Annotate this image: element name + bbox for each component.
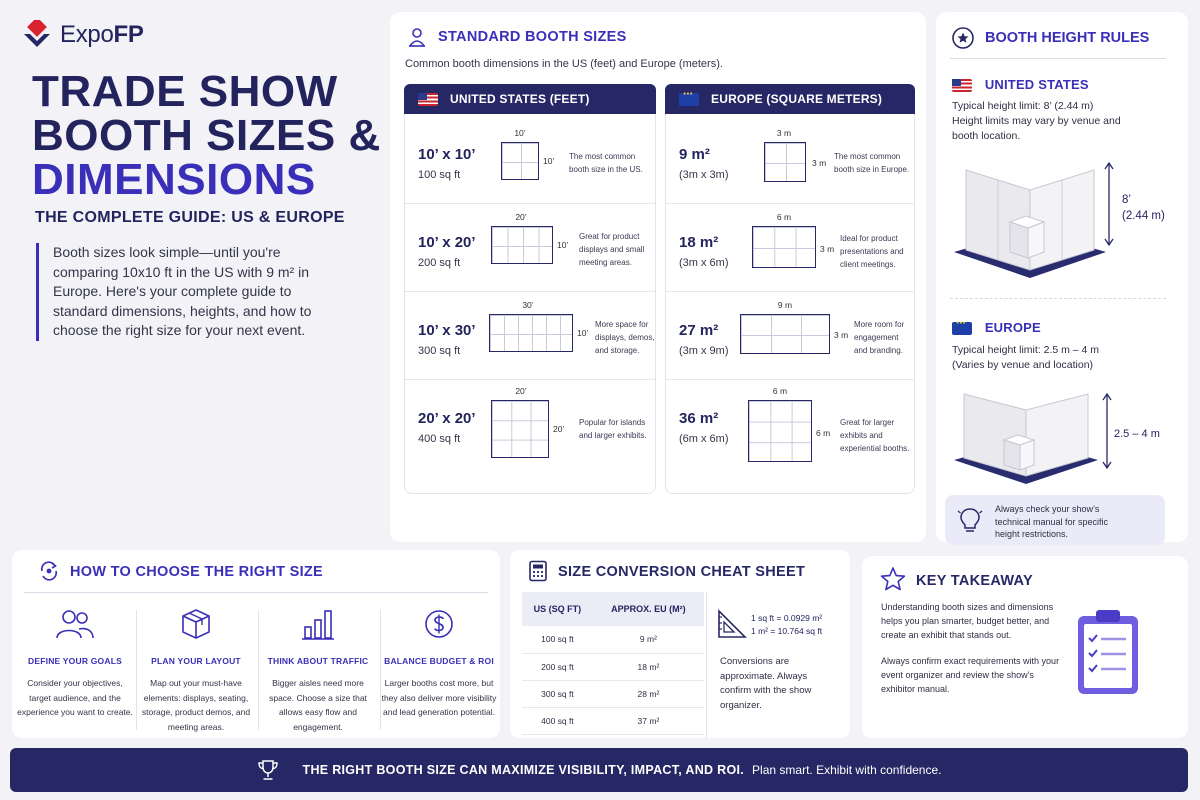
eu-size-row (666, 204, 914, 292)
star-icon (880, 566, 906, 592)
us-booth-illustration (950, 160, 1110, 285)
area-label: (3m x 3m) (679, 169, 729, 181)
us-size-row (405, 204, 655, 292)
step-title: THINK ABOUT TRAFFIC (267, 656, 369, 666)
booth-grid-diagram (501, 142, 539, 180)
size-description: Great for product displays and small meeting areas. (579, 232, 645, 267)
us-value: 300 sq ft (522, 680, 593, 707)
table-row (522, 680, 704, 707)
us-value: 100 sq ft (522, 626, 593, 653)
dollar-icon (422, 607, 456, 641)
step-description: Bigger aisles need more space. Choose a size that allows easy flow and engagement. (269, 678, 367, 732)
size-description: The most common booth size in the US. (569, 152, 643, 174)
calculator-icon (528, 560, 548, 582)
standard-sizes-subtitle: Common booth dimensions in the US (feet) and Europe (meters). (405, 58, 723, 70)
area-label: 200 sq ft (418, 257, 461, 269)
width-dimension: 9 m (777, 300, 793, 310)
step-title: PLAN YOUR LAYOUT (151, 656, 241, 666)
footer-banner (10, 748, 1188, 792)
width-dimension: 6 m (776, 212, 792, 222)
eu-height-limit: Typical height limit: 2.5 m – 4 m (952, 344, 1100, 356)
table-header-row (522, 592, 704, 626)
conversion-title: SIZE CONVERSION CHEAT SHEET (558, 564, 806, 580)
eu-column-header: ⋯ EUROPE (SQUARE METERS) (665, 84, 915, 114)
us-height-limit: Typical height limit: 8’ (2.44 m) (952, 100, 1094, 112)
column-header-us: US (SQ FT) (522, 592, 593, 626)
eu-height-note: (Varies by venue and location) (952, 359, 1094, 371)
formula-m2-to-sqft: 1 m² = 10.764 sq ft (751, 626, 823, 636)
size-label: 10’ x 20’ (418, 234, 476, 251)
conversion-note: Conversions are approximate. Always confirm with the show organizer. (720, 656, 812, 711)
eu-height-label: ⋯ EUROPE (952, 320, 1041, 335)
key-takeaway-card (862, 556, 1188, 738)
depth-dimension: 10’ (577, 328, 589, 338)
eu-value: 37 m² (593, 707, 704, 734)
expofp-logo-icon (22, 20, 52, 50)
us-height-note: Height limits may vary by venue and booth location. (952, 115, 1121, 142)
page-subtitle: THE COMPLETE GUIDE: US & EUROPE (35, 209, 345, 226)
step-description: Map out your must-have elements: displays, seating, storage, product demos, and meeting areas. (141, 678, 251, 732)
booth-grid-diagram (752, 226, 816, 268)
eu-sizes-list (665, 114, 915, 494)
eu-size-row (666, 116, 914, 204)
set-square-icon (716, 608, 748, 640)
area-label: (3m x 9m) (679, 345, 729, 357)
size-description: Great for larger exhibits and experiential booths. (840, 418, 910, 453)
brand-logo (22, 20, 144, 50)
height-arrow-icon (1100, 393, 1114, 469)
us-column-header: UNITED STATES (FEET) (404, 84, 656, 114)
area-label: 400 sq ft (418, 433, 461, 445)
area-label: (6m x 6m) (679, 433, 729, 445)
area-label: (3m x 6m) (679, 257, 729, 269)
takeaway-paragraph-2: Always confirm exact requirements with your event organizer and review the show’s exhibitor manual. (881, 656, 1060, 694)
size-label: 18 m² (679, 234, 719, 251)
depth-dimension: 20’ (553, 424, 565, 434)
people-icon (55, 608, 95, 640)
us-value: 400 sq ft (522, 707, 593, 734)
size-label: 27 m² (679, 322, 719, 339)
eu-flag-icon (679, 93, 699, 106)
us-size-row (405, 292, 655, 380)
step-description: Consider your objectives, target audience, and the experience you want to create. (17, 678, 133, 717)
clipboard-checklist-icon (1072, 606, 1144, 698)
eu-value: 28 m² (593, 680, 704, 707)
takeaway-paragraph-1: Understanding booth sizes and dimensions helps you plan smarter, budget better, and create an exhibit that stands out. (881, 602, 1054, 640)
height-rules-title: BOOTH HEIGHT RULES (985, 30, 1150, 46)
height-tip-box (945, 495, 1165, 545)
height-arrow-icon (1102, 162, 1116, 246)
eu-value: 9 m² (593, 626, 704, 653)
width-dimension: 3 m (776, 128, 792, 138)
key-takeaway-title: KEY TAKEAWAY (916, 573, 1033, 589)
size-description: The most common booth size in Europe. (834, 152, 910, 174)
us-height-label: UNITED STATES (952, 77, 1089, 92)
us-value: 200 sq ft (522, 653, 593, 680)
depth-dimension: 3 m (812, 158, 827, 168)
page-title: TRADE SHOW BOOTH SIZES & DIMENSIONS (32, 67, 381, 204)
bar-chart-icon (301, 607, 335, 641)
us-size-row (405, 116, 655, 204)
eu-size-row (666, 292, 914, 380)
standard-sizes-title: STANDARD BOOTH SIZES (438, 29, 627, 45)
booth-grid-diagram (491, 226, 553, 264)
table-row (522, 707, 704, 734)
us-flag-icon (418, 93, 438, 106)
area-label: 100 sq ft (418, 169, 461, 181)
footer-headline: THE RIGHT BOOTH SIZE CAN MAXIMIZE VISIBILITY, IMPACT, AND ROI. (302, 763, 745, 777)
step-think-traffic (259, 604, 377, 734)
table-row (522, 653, 704, 680)
choose-size-title: HOW TO CHOOSE THE RIGHT SIZE (70, 564, 324, 580)
conversion-table (522, 592, 704, 735)
booth-grid-diagram (764, 142, 806, 182)
divider (706, 592, 707, 738)
area-label: 300 sq ft (418, 345, 461, 357)
depth-dimension: 3 m (834, 330, 849, 340)
footer-tagline: Plan smart. Exhibit with confidence. (752, 763, 942, 777)
eu-flag-icon (952, 322, 972, 335)
choose-size-card (12, 550, 500, 738)
depth-dimension: 10’ (557, 240, 569, 250)
column-header-eu: APPROX. EU (M²) (593, 592, 704, 626)
width-dimension: 20’ (515, 212, 527, 222)
formula-sqft-to-m2: 1 sq ft = 0.0929 m² (751, 613, 823, 623)
booth-grid-diagram (740, 314, 830, 354)
us-sizes-list (404, 114, 656, 494)
size-label: 10’ x 30’ (418, 322, 476, 339)
step-plan-layout (137, 604, 255, 734)
size-label: 9 m² (679, 146, 710, 163)
depth-dimension: 3 m (820, 244, 835, 254)
step-title: BALANCE BUDGET & ROI (384, 656, 494, 666)
size-description: Popular for islands and larger exhibits. (579, 418, 647, 440)
conversion-formulas (751, 612, 822, 638)
table-row (522, 626, 704, 653)
box-icon (179, 607, 213, 641)
size-description: Ideal for product presentations and client meetings. (840, 234, 904, 269)
step-define-goals (16, 604, 134, 720)
eu-booth-illustration (950, 388, 1102, 488)
divider (950, 298, 1166, 299)
width-dimension: 6 m (772, 386, 788, 396)
standard-sizes-card (390, 12, 926, 542)
star-badge-icon (951, 26, 975, 50)
size-label: 20’ x 20’ (418, 410, 476, 427)
size-label: 36 m² (679, 410, 719, 427)
booth-grid-diagram (489, 314, 573, 352)
height-tip-text: Always check your show’s technical manual for specific height restrictions. (995, 504, 1109, 539)
us-height-dimension: 8’ (2.44 m) (1122, 194, 1165, 222)
divider (950, 58, 1166, 59)
size-label: 10’ x 10’ (418, 146, 476, 163)
size-description: More room for engagement and branding. (854, 320, 905, 355)
step-description: Larger booths cost more, but they also deliver more visibility and lead generation potential. (381, 678, 497, 717)
trophy-icon (257, 759, 279, 781)
lightbulb-icon (957, 505, 983, 535)
brand-name: ExpoFP (60, 21, 144, 48)
us-size-row (405, 380, 655, 468)
refresh-target-icon (38, 560, 60, 582)
booth-grid-diagram (748, 400, 812, 462)
width-dimension: 30’ (522, 300, 534, 310)
divider (24, 592, 488, 593)
eu-value: 18 m² (593, 653, 704, 680)
us-flag-icon (952, 79, 972, 92)
eu-size-row (666, 380, 914, 468)
step-balance-budget (380, 604, 498, 720)
booth-grid-diagram (491, 400, 549, 458)
eu-height-dimension: 2.5 – 4 m (1114, 428, 1160, 440)
width-dimension: 20’ (515, 386, 527, 396)
size-description: More space for displays, demos, and storage. (595, 320, 655, 355)
width-dimension: 10’ (514, 128, 526, 138)
depth-dimension: 6 m (816, 428, 831, 438)
ruler-person-icon (406, 26, 428, 48)
intro-text: Booth sizes look simple—until you're comparing 10x10 ft in the US with 9 m² in Europe. Here's your complete guide to standard dimensions, heights, and how to choose the right size for your next event. (36, 243, 346, 341)
step-title: DEFINE YOUR GOALS (28, 656, 122, 666)
depth-dimension: 10’ (543, 156, 555, 166)
